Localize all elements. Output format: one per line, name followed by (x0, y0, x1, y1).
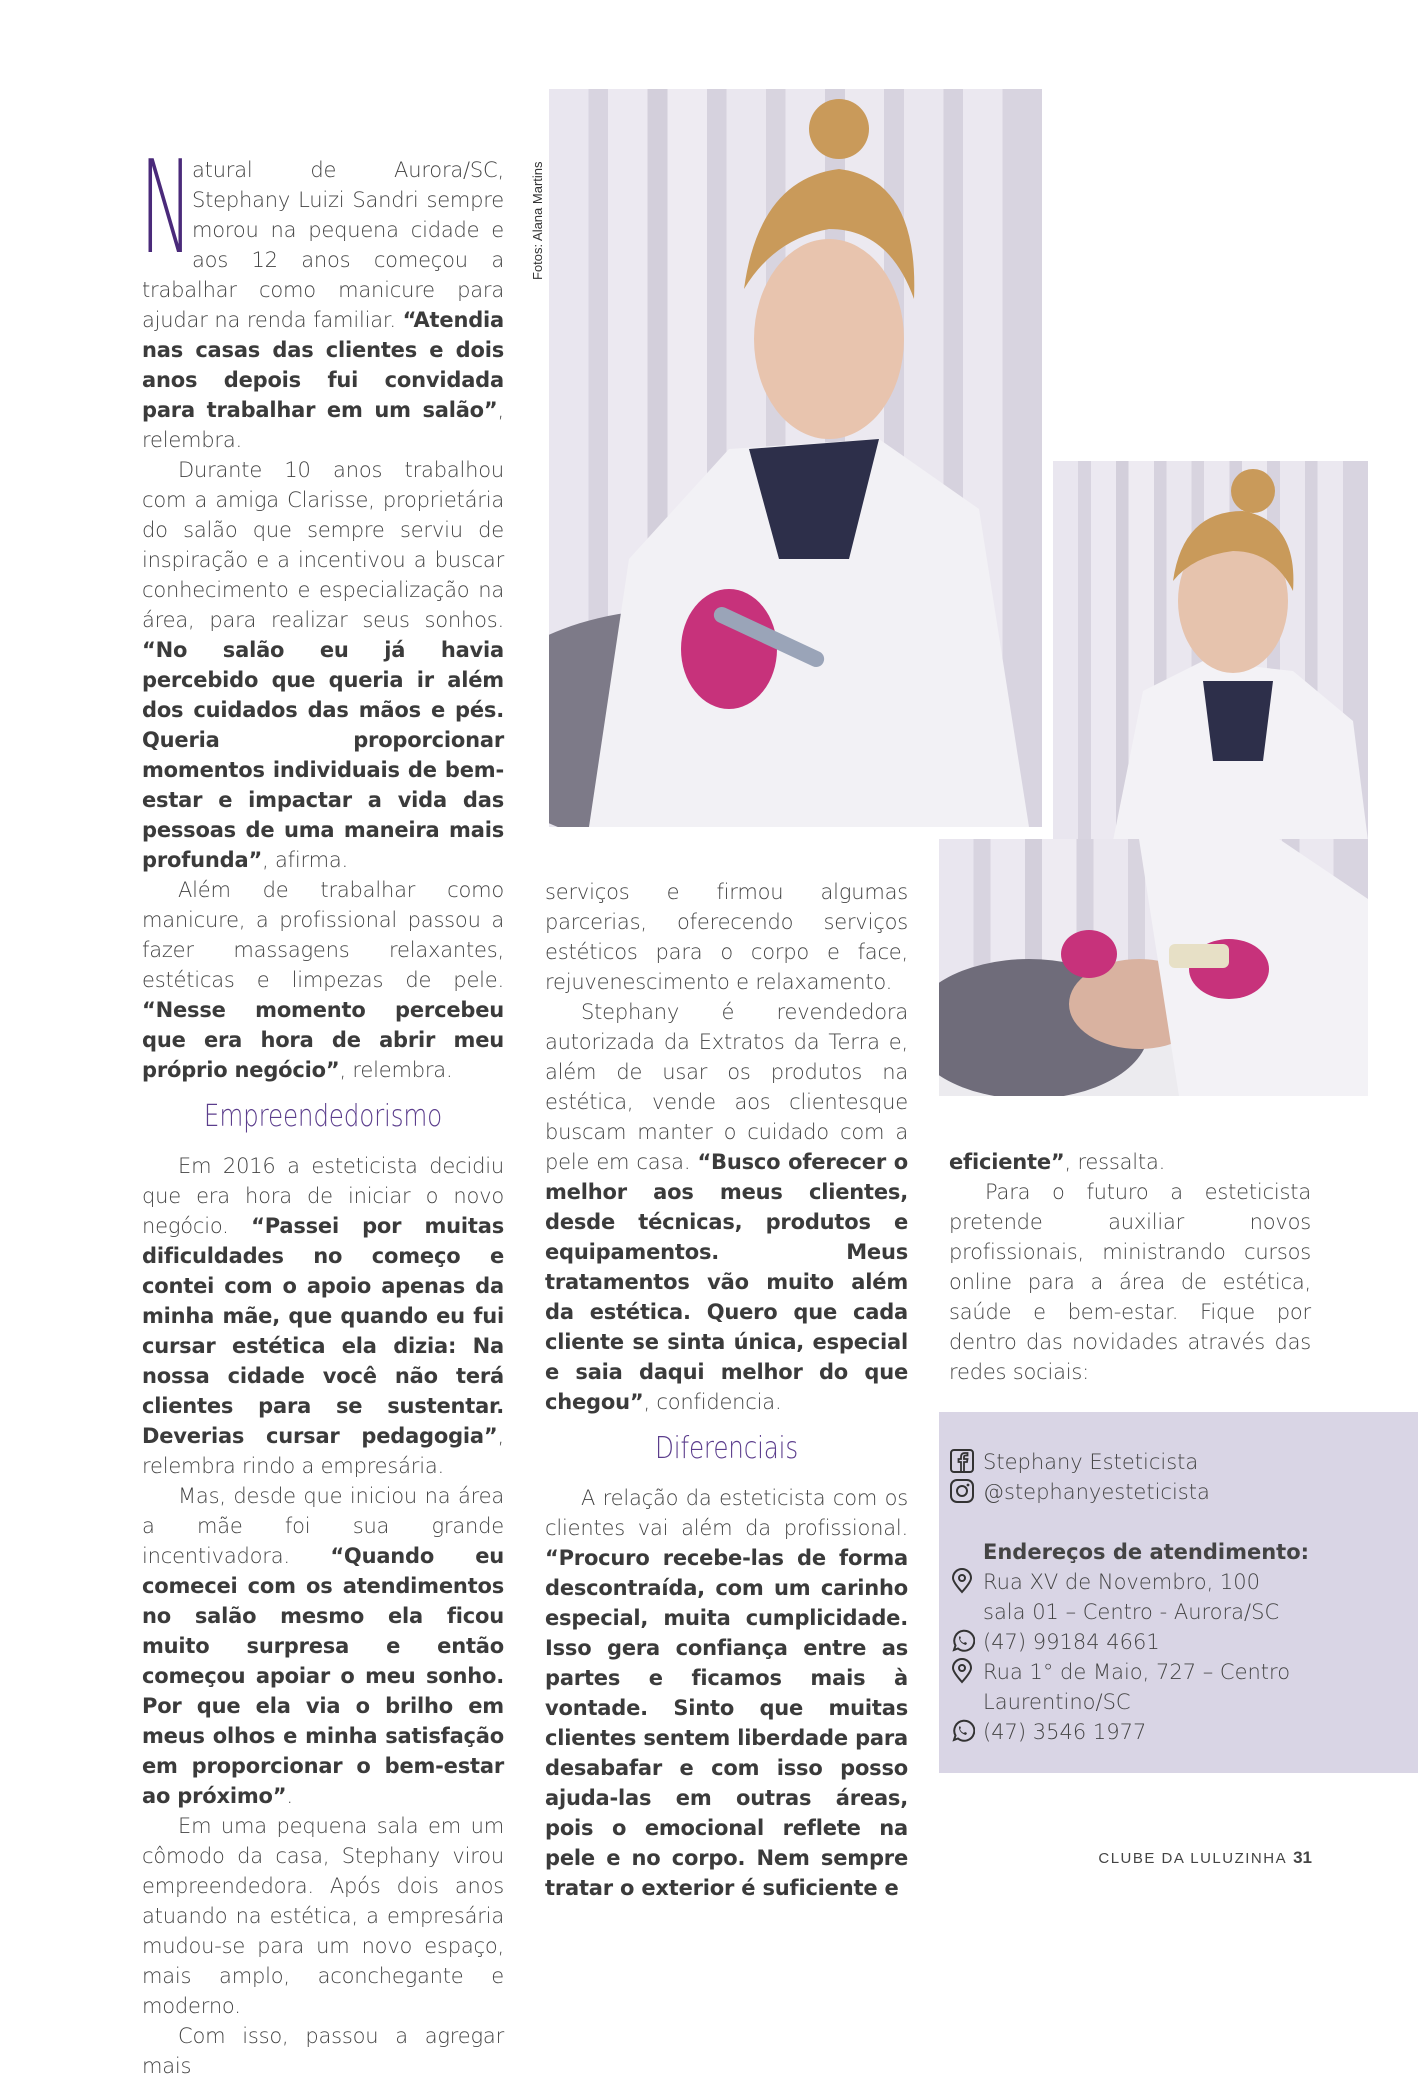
paragraph: Durante 10 anos trabalhou com a amiga Clarisse, proprietária do salão que sempre serviu de inspiração e a incentivou a buscar conhecimento e especialização na área, para realizar seus sonhos. “No salão eu já havia percebido que queria ir além dos cuidados das mãos e pés. Queria proporcionar momentos individuais de bem-estar e impactar a vida das pessoas de uma maneira mais profunda”, afirma. (142, 458, 504, 872)
paragraph: Stephany é revendedora autorizada da Extratos da Terra e, além de usar os produtos na estética, vende aos clientesque buscam manter o cuidado com a pele em casa. “Busco oferecer o melhor aos meus clientes, desde técnicas, produtos e equipamentos. Meus tratamentos vão muito além da estética. Quero que cada cliente se sinta única, especial e saia daqui melhor do que chegou”, confidencia. (545, 1000, 908, 1414)
phone-1-row[interactable]: (47) 99184 4661 (949, 1627, 1160, 1657)
photo-client-facial (939, 839, 1368, 1096)
phone-2-row[interactable]: (47) 3546 1977 (949, 1717, 1146, 1747)
paragraph: eficiente”, ressalta. (949, 1150, 1166, 1174)
article-column-3 (949, 1147, 1311, 1387)
magazine-name: CLUBE DA LULUZINHA (1098, 1850, 1288, 1867)
paragraph: Mas, desde que iniciou na área a mãe foi sua grande incentivadora. “Quando eu comecei com os atendimentos no salão mesmo ela ficou muito surpresa e então começou apoiar o meu sonho. Por que ela via o brilho em meus olhos e minha satisfação em proporcionar o bem-estar ao próximo”. (142, 1484, 504, 1808)
drop-cap: N (140, 134, 193, 283)
paragraph: Em uma pequena sala em um cômodo da casa, Stephany virou empreendedora. Após dois anos atuando na estética, a empresária mudou-se para um novo espaço, mais amplo, aconchegante e moderno. (142, 1814, 504, 2018)
paragraph: Em 2016 a esteticista decidiu que era hora de iniciar o novo negócio. “Passei por muitas dificuldades no começo e contei com o apoio apenas da minha mãe, que quando eu fui cursar estética ela dizia: Na nossa cidade você não terá clientes para se sustentar. Deverias cursar pedagogia”, relembra rindo a empresária. (142, 1154, 504, 1478)
whatsapp-icon (949, 1628, 975, 1654)
photo-credit: Fotos: Alana Martins (530, 161, 545, 280)
section-title-diferenciais: Diferenciais (654, 1431, 798, 1466)
photo-esthetician-smiling (1053, 461, 1368, 841)
paragraph-intro: Natural de Aurora/SC, Stephany Luizi Sandri sempre morou na pequena cidade e aos 12 anos começou a trabalhar como manicure para ajudar na renda familiar. “Atendia nas casas das clientes e dois anos depois fui convidada para trabalhar em um salão”, relembra. (140, 134, 504, 452)
paragraph: serviços e firmou algumas parcerias, oferecendo serviços estéticos para o corpo e face, rejuvenescimento e relaxamento. (545, 880, 908, 994)
section-title-empreendedorismo: Empreendedorismo (203, 1099, 443, 1134)
location-pin-icon (949, 1568, 975, 1594)
photo-illustration (1053, 461, 1368, 841)
photo-illustration (939, 839, 1368, 1096)
page-number: 31 (1293, 1848, 1312, 1867)
paragraph: Além de trabalhar como manicure, a profissional passou a fazer massagens relaxantes, estéticas e limpezas de pele. “Nesse momento percebeu que era hora de abrir meu próprio negócio”, relembra. (142, 878, 504, 1082)
address-1-row: Rua XV de Novembro, 100 (949, 1567, 1260, 1597)
paragraph: A relação da esteticista com os clientes vai além da profissional. “Procuro recebe-las de forma descontraída, com um carinho especial, muita cumplicidade. Isso gera confiança entre as partes e ficamos mais à vontade. Sinto que muitas clientes sentem liberdade para desabafar e com isso posso ajuda-las em outras áreas, pois o emocional reflete na pele e no corpo. Nem sempre tratar o exterior é suficiente e (545, 1486, 908, 1900)
instagram-icon (949, 1478, 975, 1504)
address-2-line-2: Laurentino/SC (983, 1690, 1131, 1714)
location-pin-icon (949, 1658, 975, 1684)
page-footer (1098, 1848, 1312, 1868)
facebook-row[interactable]: Stephany Esteticista (949, 1447, 1198, 1477)
article-column-2 (545, 877, 908, 1903)
addresses-heading: Endereços de atendimento: (983, 1540, 1310, 1564)
instagram-row[interactable]: @stephanyesteticista (949, 1477, 1210, 1507)
address-2-row: Rua 1° de Maio, 727 – Centro (949, 1657, 1290, 1687)
photo-esthetician-treatment-large (549, 89, 1042, 827)
contact-box (939, 1412, 1418, 1773)
whatsapp-icon (949, 1718, 975, 1744)
photo-illustration (549, 89, 1042, 827)
facebook-icon (949, 1448, 975, 1474)
article-column-1 (140, 134, 504, 2081)
address-1-line-2: sala 01 – Centro - Aurora/SC (983, 1600, 1280, 1624)
paragraph: Com isso, passou a agregar mais (142, 2024, 504, 2078)
paragraph: Para o futuro a esteticista pretende auxiliar novos profissionais, ministrando cursos online para a área de estética, saúde e bem-estar. Fique por dentro das novidades através das redes sociais: (949, 1180, 1311, 1384)
